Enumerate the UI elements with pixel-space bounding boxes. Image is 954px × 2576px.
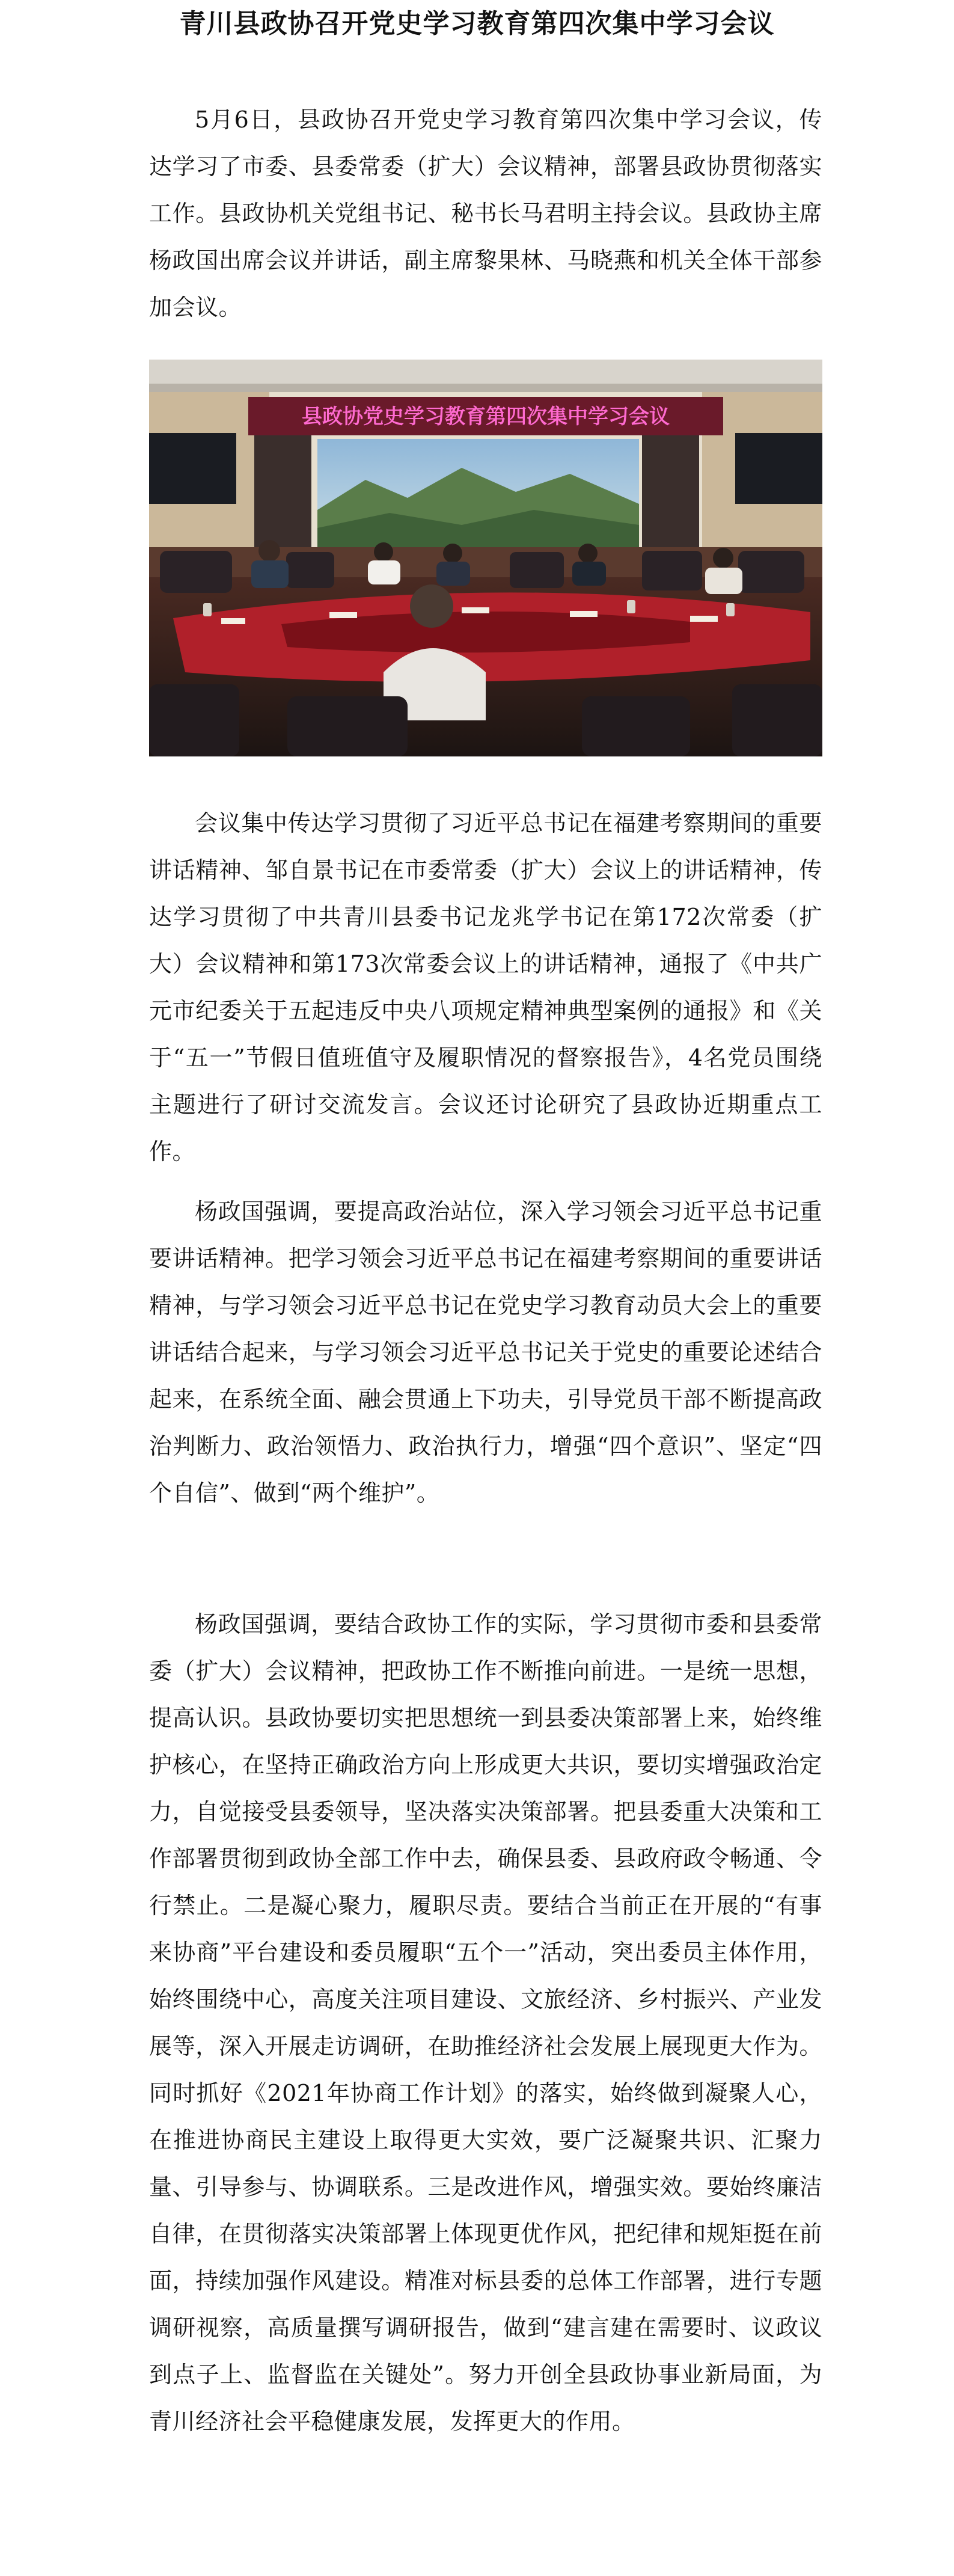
meeting-photo <box>149 360 822 756</box>
paragraph-intro: 5月6日，县政协召开党史学习教育第四次集中学习会议，传达学习了市委、县委常委（扩大）会议精神，部署县政协贯彻落实工作。县政协机关党组书记、秘书长马君明主持会议。县政协主席杨政国出席会议并讲话，副主席黎果林、马晓燕和机关全体干部参加会议。 <box>149 106 822 320</box>
paragraph-work-requirements: 杨政国强调，要结合政协工作的实际，学习贯彻市委和县委常委（扩大）会议精神，把政协工作不断推向前进。一是统一思想，提高认识。县政协要切实把思想统一到县委决策部署上来，始终维护核心，在坚持正确政治方向上形成更大共识，要切实增强政治定力，自觉接受县委领导，坚决落实决策部署。把县委重大决策和工作部署贯彻到政协全部工作中去，确保县委、县政府政令畅通、令行禁止。二是凝心聚力，履职尽责。要结合当前正在开展的“有事来协商”平台建设和委员履职“五个一”活动，突出委员主体作用，始终围绕中心，高度关注项目建设、文旅经济、乡村振兴、产业发展等，深入开展走访调研，在助推经济社会发展上展现更大作为。同时抓好《2021年协商工作计划》的落实，始终做到凝聚人心，在推进协商民主建设上取得更大实效，要广泛凝聚共识、汇聚力量、引导参与、协调联系。三是改进作风，增强实效。要始终廉洁自律，在贯彻落实决策部署上体现更优作风，把纪律和规矩挺在前面，持续加强作风建设。精准对标县委的总体工作部署，进行专题调研视察，高质量撰写调研报告，做到“建言建在需要时、议政议到点子上、监督监在关键处”。努力开创全县政协事业新局面，为青川经济社会平稳健康发展，发挥更大的作用。 <box>149 1611 822 2435</box>
paragraph-study-content: 会议集中传达学习贯彻了习近平总书记在福建考察期间的重要讲话精神、邹自景书记在市委常委（扩大）会议上的讲话精神，传达学习贯彻了中共青川县委书记龙兆学书记在第172次常委（扩大）会议精神和第173次常委会议上的讲话精神，通报了《中共广元市纪委关于五起违反中央八项规定精神典型案例的通报》和《关于“五一”节假日值班值守及履职情况的督察报告》，4名党员围绕主题进行了研讨交流发言。会议还讨论研究了县政协近期重点工作。 <box>149 810 822 1165</box>
right-screen <box>735 433 822 504</box>
banner-text: 县政协党史学习教育第四次集中学习会议 <box>302 405 670 429</box>
meeting-scene <box>149 360 822 756</box>
article-title: 青川县政协召开党史学习教育第四次集中学习会议 <box>179 8 775 39</box>
paragraph-political-stance: 杨政国强调，要提高政治站位，深入学习领会习近平总书记重要讲话精神。把学习领会习近平总书记在福建考察期间的重要讲话精神，与学习领会习近平总书记在党史学习教育动员大会上的重要讲话结合起来，与学习领会习近平总书记关于党史的重要论述结合起来，在系统全面、融会贯通上下功夫，引导党员干部不断提高政治判断力、政治领悟力、政治执行力，增强“四个意识”、坚定“四个自信”、做到“两个维护”。 <box>149 1198 822 1506</box>
left-screen <box>149 433 236 504</box>
